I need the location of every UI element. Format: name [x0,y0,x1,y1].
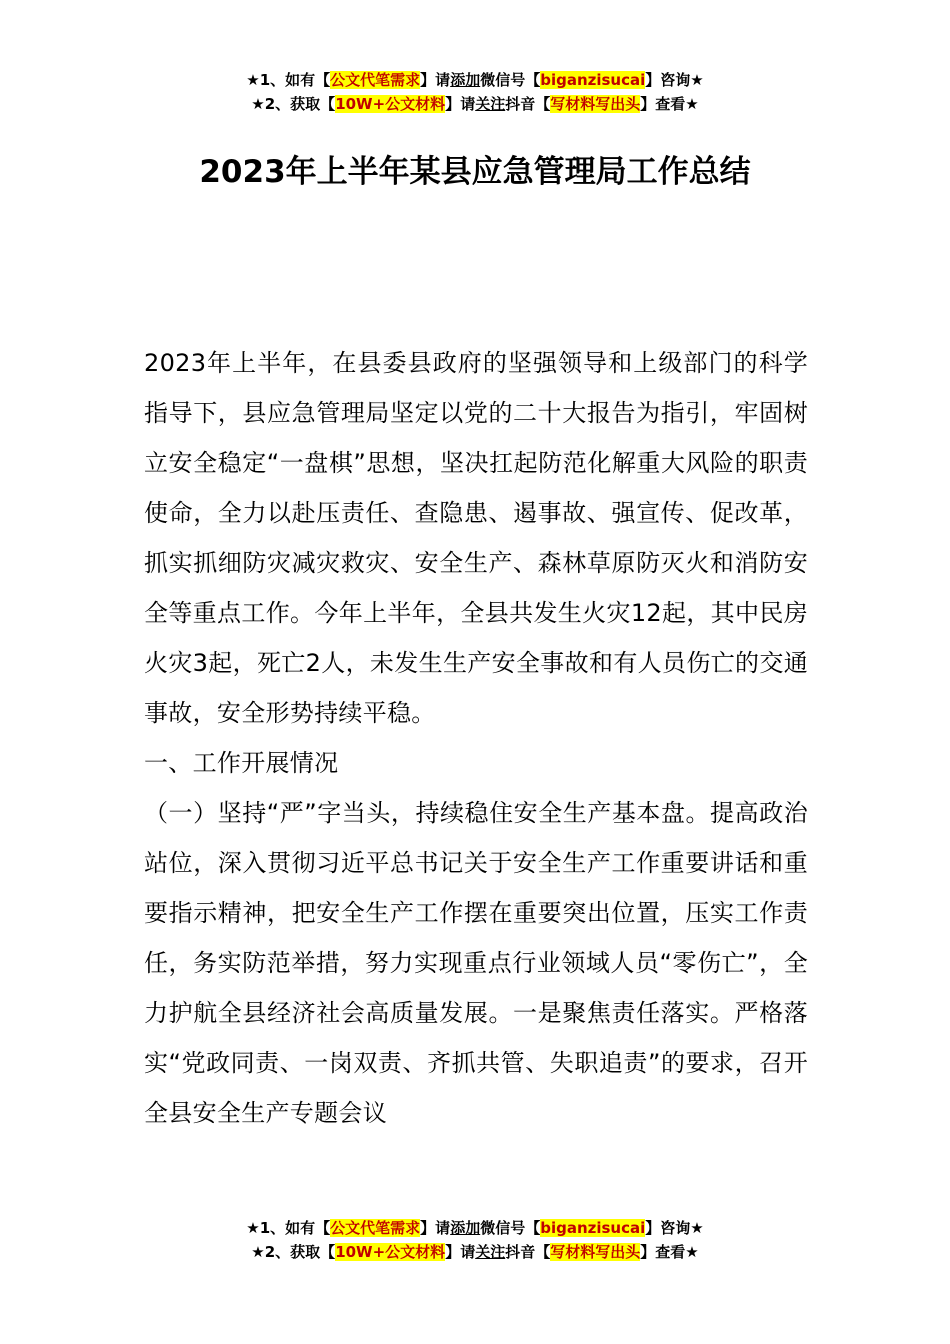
highlight-service: 公文代笔需求 [330,1219,421,1237]
paragraph-intro: 2023年上半年，在县委县政府的坚强领导和上级部门的科学指导下，县应急管理局坚定以党的二十大报告为指引，牢固树立安全稳定“一盘棋”思想，坚决扛起防范化解重大风险的职责使命，全力以赴压责任、查隐患、遏事故、强宣传、促改革，抓实抓细防灾减灾救灾、安全生产、森林草原防灭火和消防安全等重点工作。今年上半年，全县共发生火灾12起，其中民房火灾3起，死亡2人，未发生生产安全事故和有人员伤亡的交通事故，安全形势持续平稳。 [144,349,808,727]
highlight-douyin: 写材料写出头 [550,95,641,113]
highlight-materials: 10W+公文材料 [335,1243,446,1261]
notice-line-1: ★1、如有【公文代笔需求】请添加微信号【biganzisucai】咨询★ [246,1219,704,1237]
highlight-douyin: 写材料写出头 [550,1243,641,1261]
section-heading: 一、工作开展情况 [144,749,339,777]
notice-line-2: ★2、获取【10W+公文材料】请关注抖音【写材料写出头】查看★ [251,1243,699,1261]
highlight-wechat-id: biganzisucai [540,1219,646,1237]
notice-line-2: ★2、获取【10W+公文材料】请关注抖音【写材料写出头】查看★ [251,95,699,113]
notice-line-1: ★1、如有【公文代笔需求】请添加微信号【biganzisucai】咨询★ [246,71,704,89]
highlight-service: 公文代笔需求 [330,71,421,89]
document-title: 2023年上半年某县应急管理局工作总结 [199,154,751,190]
header-notice [0,68,950,116]
highlight-wechat-id: biganzisucai [540,71,646,89]
document-body [144,338,808,1138]
highlight-materials: 10W+公文材料 [335,95,446,113]
footer-notice [0,1216,950,1264]
paragraph-section-1: （一）坚持“严”字当头，持续稳住安全生产基本盘。提高政治站位，深入贯彻习近平总书记关于安全生产工作重要讲话和重要指示精神，把安全生产工作摆在重要突出位置，压实工作责任，务实防范举措，努力实现重点行业领域人员“零伤亡”，全力护航全县经济社会高质量发展。一是聚焦责任落实。严格落实“党政同责、一岗双责、齐抓共管、失职追责”的要求，召开全县安全生产专题会议 [144,799,808,1127]
